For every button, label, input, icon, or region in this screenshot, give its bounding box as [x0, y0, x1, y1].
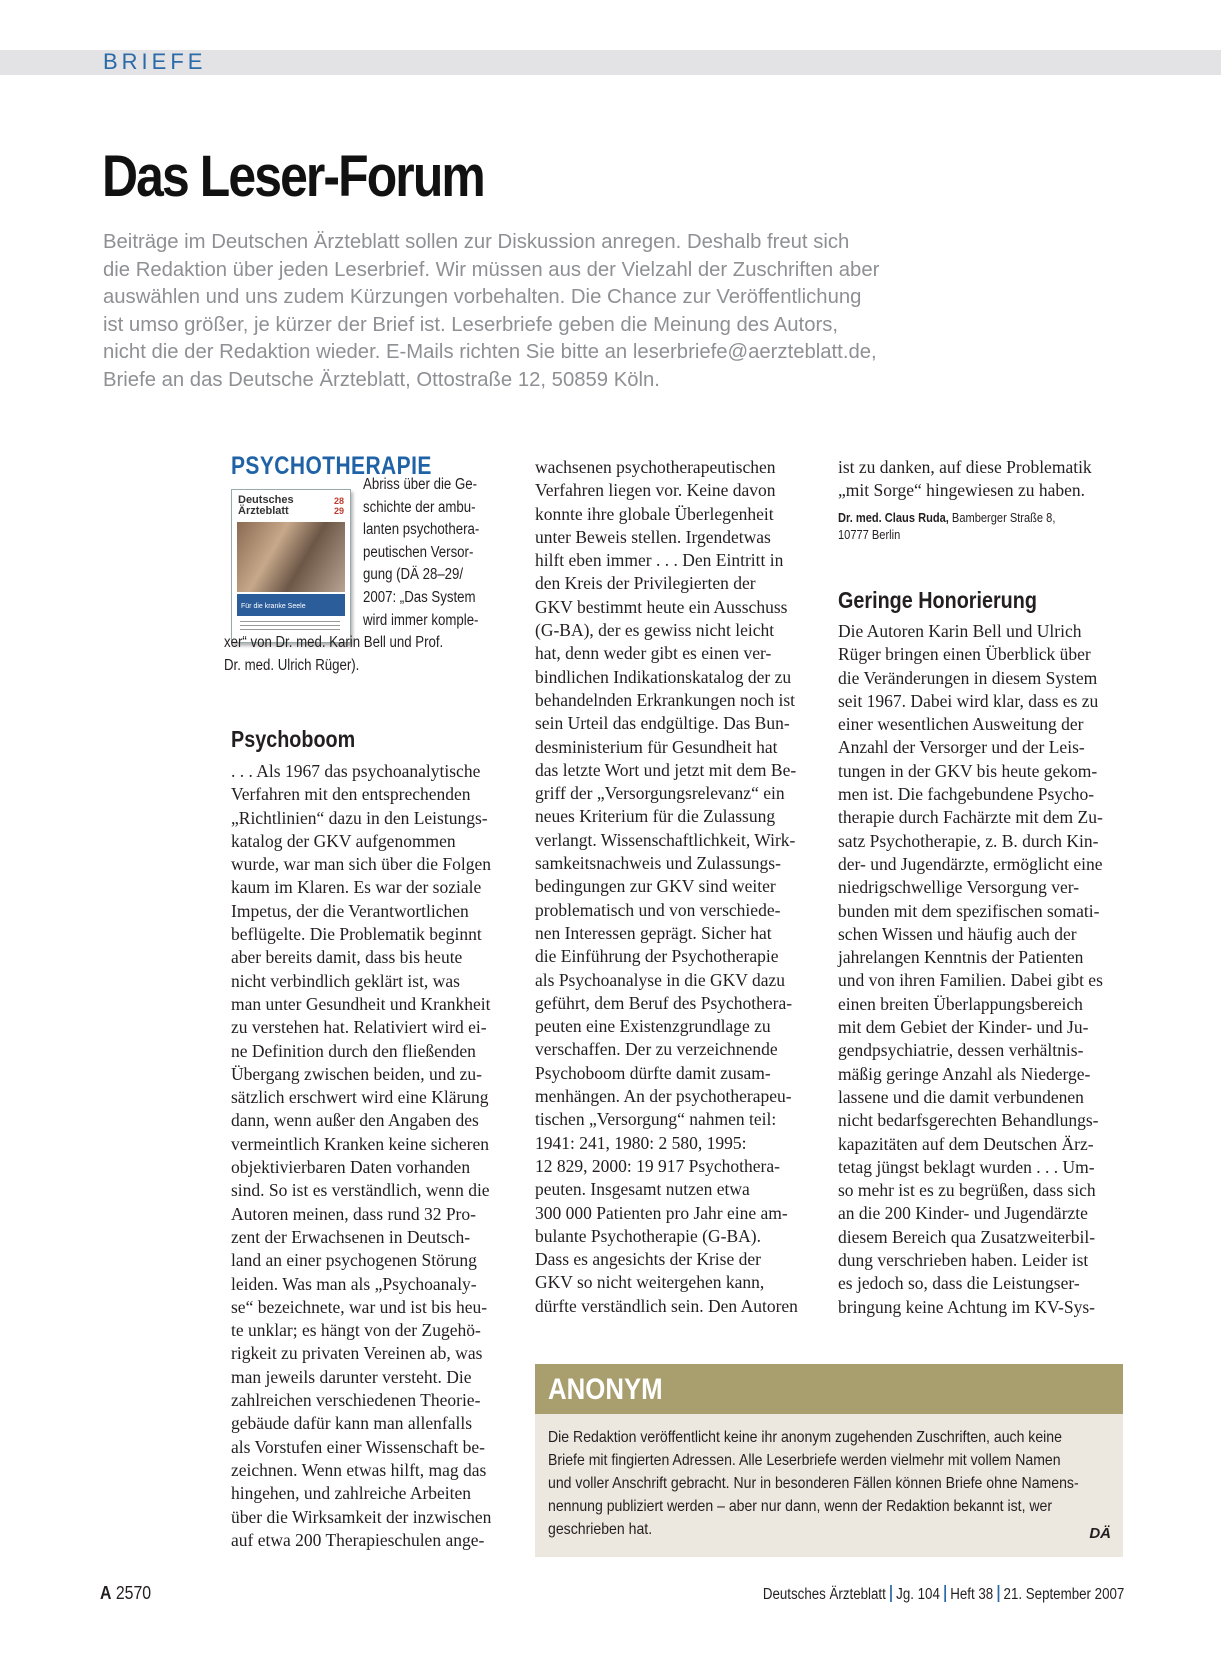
footer-date: 21. September 2007 — [1003, 1586, 1124, 1603]
text-line: wachsenen psychotherapeutischen — [535, 457, 776, 477]
text-line: verschaffen. Der zu verzeichnende — [535, 1039, 778, 1060]
letter-heading-geringe-honorierung: Geringe Honorierung — [838, 587, 1037, 613]
text-line: Verfahren liegen vor. Keine davon — [535, 480, 776, 501]
text-line: (G-BA), der es gewiss nicht leicht — [535, 620, 775, 641]
cover-band — [237, 594, 345, 616]
text-line: problematisch und von verschiede- — [535, 899, 781, 920]
text-line: wird immer komple- — [363, 611, 479, 629]
text-line: kaum im Klaren. Es war der soziale — [231, 877, 482, 898]
text-line: an die 200 Kinder- und Jugendärzte — [838, 1203, 1088, 1224]
text-line: auf etwa 200 Therapieschulen ange- — [231, 1529, 485, 1550]
text-line: griff der „Versorgungsrelevanz“ ein — [535, 783, 785, 804]
footer-journal: Deutsches Ärzteblatt — [762, 1586, 886, 1603]
footer-issue: Heft 38 — [949, 1586, 993, 1603]
text-line: geschrieben hat. — [548, 1521, 653, 1538]
text-line: das letzte Wort und jetzt mit dem Be- — [535, 759, 797, 780]
section-label: BRIEFE — [103, 49, 207, 74]
text-line: man unter Gesundheit und Krankheit — [231, 993, 491, 1014]
text-line: ne Definition durch den fließenden — [231, 1040, 476, 1061]
text-line: so mehr ist es zu begrüßen, dass sich — [838, 1180, 1096, 1201]
text-line: katalog der GKV aufgenommen — [231, 830, 456, 851]
text-line: peuten eine Existenzgrundlage zu — [535, 1016, 771, 1037]
text-line: Dr. med. Ulrich Rüger). — [224, 656, 360, 674]
cover-photo — [237, 522, 345, 592]
text-line: tetag jüngst beklagt wurden . . . Um- — [838, 1156, 1095, 1177]
text-line: Dass es angesichts der Krise der — [535, 1249, 761, 1270]
text-line: vermeintlich Kranken keine sicheren — [231, 1133, 490, 1154]
text-line: 1941: 241, 1980: 2 580, 1995: — [535, 1132, 747, 1153]
text-line: Abriss über die Ge- — [363, 476, 478, 493]
text-line: bunden mit dem spezifischen somati- — [838, 900, 1100, 921]
text-line: die Einführung der Psychotherapie — [535, 946, 779, 967]
text-line: jahrelangen Kenntnis der Patienten — [838, 947, 1084, 968]
text-line: . . . Als 1967 das psychoanalytische — [231, 761, 481, 781]
text-line: GKV so nicht weitergehen kann, — [535, 1272, 765, 1293]
signature-name: Dr. med. Claus Ruda, — [838, 511, 949, 525]
text-line: einen breiten Überlappungsbereich — [838, 993, 1083, 1014]
text-line: der- und Jugendärzte, ermöglicht eine — [838, 853, 1103, 874]
cover-masthead: Deutsches Ärzteblatt — [238, 494, 294, 517]
text-line: konnte ihre globale Überlegenheit — [535, 503, 774, 524]
page-number — [100, 1583, 151, 1604]
text-line: Die Autoren Karin Bell und Ulrich — [838, 621, 1082, 641]
text-line: über die Wirksamkeit der inzwischen — [231, 1506, 492, 1527]
text-line: seit 1967. Dabei wird klar, dass es zu — [838, 690, 1099, 711]
text-line: se“ bezeichnete, war und ist bis heu- — [231, 1296, 488, 1317]
text-line: nicht verbindlich geklärt ist, was — [231, 970, 460, 991]
text-line: verlangt. Wissenschaftlichkeit, Wirk- — [535, 829, 796, 850]
page-number-value: 2570 — [111, 1583, 152, 1603]
text-line: geführt, dem Beruf des Psychothera- — [535, 992, 793, 1013]
text-line: lassene und die damit verbundenen — [838, 1086, 1084, 1107]
letter1-signature — [838, 510, 1055, 544]
topic-caption-top — [363, 474, 479, 632]
text-line: tischen „Versorgung“ nahmen teil: — [535, 1109, 777, 1130]
text-line: behandelnden Erkrankungen noch ist — [535, 689, 795, 710]
text-line: hingehen, und zahlreiche Arbeiten — [231, 1483, 472, 1504]
letter1-column-3 — [838, 456, 1092, 503]
text-line: sein Urteil das endgültige. Das Bun- — [535, 713, 790, 734]
text-line: Psychoboom dürfte damit zusam- — [535, 1062, 771, 1083]
text-line: und voller Anschrift gebracht. Nur in besonderen Fällen können Briefe ohne Namens- — [548, 1475, 1079, 1492]
text-line: als Vorstufen einer Wissenschaft be- — [231, 1436, 485, 1457]
text-line: hilft eben immer . . . Den Eintritt in — [535, 550, 784, 571]
text-line: rigkeit zu privaten Vereinen ab, was — [231, 1343, 483, 1364]
text-line: nicht die der Redaktion wieder. E-Mails richten Sie bitte an leserbriefe@aerzteblatt.de, — [103, 341, 877, 364]
text-line: Rüger bringen einen Überblick über — [838, 644, 1091, 665]
text-line: dann, wenn außer den Angaben des — [231, 1110, 479, 1131]
text-line: Briefe mit fingierten Adressen. Alle Leserbriefe werden vielmehr mit vollem Namen — [548, 1452, 1061, 1469]
text-line: die Veränderungen in diesem System — [838, 667, 1098, 688]
footer-separator — [890, 1585, 892, 1602]
text-line: bulante Psychotherapie (G-BA). — [535, 1225, 761, 1246]
footer-separator — [997, 1585, 999, 1602]
text-line: schichte der ambu- — [363, 498, 476, 516]
text-line: kapazitäten auf dem Deutschen Ärz- — [838, 1133, 1094, 1154]
letter1-column-2 — [535, 456, 798, 1318]
text-line: Verfahren mit den entsprechenden — [231, 784, 471, 805]
text-line: peutischen Versor- — [363, 543, 474, 561]
page-title: Das Leser-Forum — [102, 144, 484, 209]
text-line: GKV bestimmt heute ein Ausschuss — [535, 596, 788, 617]
anonym-sign: DÄ — [1089, 1525, 1111, 1542]
text-line: die Redaktion über jeden Leserbrief. Wir müssen aus der Vielzahl der Zuschriften aber — [103, 258, 880, 281]
text-line: und von ihren Familien. Dabei gibt es — [838, 970, 1103, 991]
text-line: beflügelte. Die Problematik beginnt — [231, 924, 482, 945]
text-line: sind. So ist es verständlich, wenn die — [231, 1180, 490, 1201]
text-line: dürfte verständlich sein. Den Autoren — [535, 1295, 798, 1316]
signature-street: Bamberger Straße 8, — [948, 511, 1056, 525]
text-line: nicht bedarfsgerechten Behandlungs- — [838, 1110, 1099, 1131]
text-line: tungen in der GKV bis heute gekom- — [838, 760, 1098, 781]
text-line: therapie durch Fachärzte mit dem Zu- — [838, 807, 1103, 828]
text-line: niedrigschwellige Versorgung ver- — [838, 877, 1080, 898]
text-line: Impetus, der die Verantwortlichen — [231, 900, 469, 921]
text-line: menhängen. An der psychotherapeu- — [535, 1086, 792, 1107]
text-line: samkeitsnachweis und Zulassungs- — [535, 853, 781, 874]
letter1-column-1 — [231, 760, 491, 1552]
text-line: Briefe an das Deutsche Ärzteblatt, Ottostraße 12, 50859 Köln. — [103, 368, 660, 391]
text-line: Anzahl der Versorger und der Leis- — [838, 737, 1085, 758]
footer-citation — [763, 1585, 1124, 1604]
text-line: 2007: „Das System — [363, 588, 476, 606]
text-line: bindlichen Indikationskatalog der zu — [535, 666, 792, 687]
text-line: gung (DÄ 28–29/ — [363, 566, 464, 584]
page-prefix: A — [100, 1583, 112, 1603]
text-line: men ist. Die fachgebundene Psycho- — [838, 784, 1095, 805]
text-line: 300 000 Patienten pro Jahr eine am- — [535, 1202, 788, 1223]
text-line: Übergang zwischen beiden, und zu- — [231, 1063, 482, 1084]
journal-cover-thumbnail — [231, 489, 351, 643]
text-line: „Richtlinien“ dazu in den Leistungs- — [231, 807, 488, 828]
footer-separator — [944, 1585, 946, 1602]
cover-issue-number: 28 29 — [333, 496, 344, 516]
text-line: Die Redaktion veröffentlicht keine ihr anonym zugehenden Zuschriften, auch keine — [548, 1429, 1062, 1446]
anonym-notice-box — [535, 1364, 1123, 1557]
text-line: zahlreichen verschiedenen Theorie- — [231, 1390, 481, 1411]
text-line: ist zu danken, auf diese Problematik — [838, 457, 1092, 477]
text-line: wurde, war man sich über die Folgen — [231, 854, 491, 875]
text-line: xer“ von Dr. med. Karin Bell und Prof. — [224, 634, 444, 651]
intro-text — [103, 229, 993, 395]
anonym-text — [548, 1426, 1079, 1541]
text-line: gebäude dafür kann man allenfalls — [231, 1413, 473, 1434]
text-line: auswählen und uns zudem Kürzungen vorbehalten. Die Chance zur Veröffentlichung — [103, 286, 862, 309]
letter-heading-psychoboom: Psychoboom — [231, 726, 356, 752]
text-line: zu verstehen hat. Relativiert wird ei- — [231, 1017, 487, 1038]
text-line: den Kreis der Privilegierten der — [535, 573, 756, 594]
text-line: mäßig geringe Anzahl als Niederge- — [838, 1063, 1091, 1084]
topic-heading: PSYCHOTHERAPIE — [231, 452, 432, 480]
footer-volume: Jg. 104 — [895, 1586, 940, 1603]
text-line: bringung keine Achtung im KV-Sys- — [838, 1296, 1095, 1317]
text-line: peuten. Insgesamt nutzen etwa — [535, 1179, 750, 1200]
text-line: bedingungen zur GKV sind weiter — [535, 876, 776, 897]
text-line: satz Psychotherapie, z. B. durch Kin- — [838, 830, 1099, 851]
topic-caption-bottom — [224, 632, 443, 677]
text-line: aber bereits damit, dass bis heute — [231, 947, 463, 968]
text-line: diesem Bereich qua Zusatzweiterbil- — [838, 1226, 1096, 1247]
text-line: sätzlich erschwert wird eine Klärung — [231, 1087, 489, 1108]
text-line: lanten psychothera- — [363, 521, 480, 539]
text-line: gendpsychiatrie, dessen verhältnis- — [838, 1040, 1084, 1061]
cover-band-text: Für die kranke Seele — [241, 603, 306, 610]
text-line: mit dem Gebiet der Kinder- und Ju- — [838, 1017, 1089, 1038]
text-line: hat, denn weder gibt es einen ver- — [535, 643, 772, 664]
text-line: Autoren meinen, dass rund 32 Pro- — [231, 1203, 476, 1224]
text-line: es jedoch so, dass die Leistungser- — [838, 1273, 1080, 1294]
text-line: nen Interessen geprägt. Sicher hat — [535, 922, 772, 943]
text-line: unter Beweis stellen. Irgendetwas — [535, 526, 771, 547]
text-line: nennung publiziert werden – aber nur dann, wenn der Redaktion bekannt ist, wer — [548, 1498, 1053, 1515]
text-line: 12 829, 2000: 19 917 Psychothera- — [535, 1155, 780, 1176]
letter2-column — [838, 620, 1103, 1319]
text-line: desministerium für Gesundheit hat — [535, 736, 778, 757]
text-line: einer wesentlichen Ausweitung der — [838, 714, 1084, 735]
text-line: neues Kriterium für die Zulassung — [535, 806, 776, 827]
text-line: als Psychoanalyse in die GKV dazu — [535, 969, 785, 990]
text-line: dung verschrieben haben. Leider ist — [838, 1250, 1089, 1271]
text-line: zeichnen. Wenn etwas hilft, mag das — [231, 1459, 487, 1480]
anonym-heading: ANONYM — [548, 1373, 663, 1406]
text-line: schen Wissen und häufig auch der — [838, 923, 1077, 944]
text-line: Beiträge im Deutschen Ärzteblatt sollen zur Diskussion anregen. Deshalb freut sich — [103, 231, 850, 253]
text-line: „mit Sorge“ hingewiesen zu haben. — [838, 480, 1086, 501]
text-line: objektivierbaren Daten vorhanden — [231, 1157, 471, 1178]
signature-city: 10777 Berlin — [838, 528, 901, 542]
text-line: ist umso größer, je kürzer der Brief ist. Leserbriefe geben die Meinung des Autors, — [103, 313, 838, 336]
anonym-header — [535, 1364, 1123, 1414]
text-line: land an einer psychogenen Störung — [231, 1250, 477, 1271]
text-line: man jeweils darunter versteht. Die — [231, 1366, 472, 1387]
text-line: zent der Erwachsenen in Deutsch- — [231, 1226, 471, 1247]
text-line: leiden. Was man als „Psychoanaly- — [231, 1273, 477, 1294]
text-line: te unklar; es hängt von der Zugehö- — [231, 1320, 481, 1341]
